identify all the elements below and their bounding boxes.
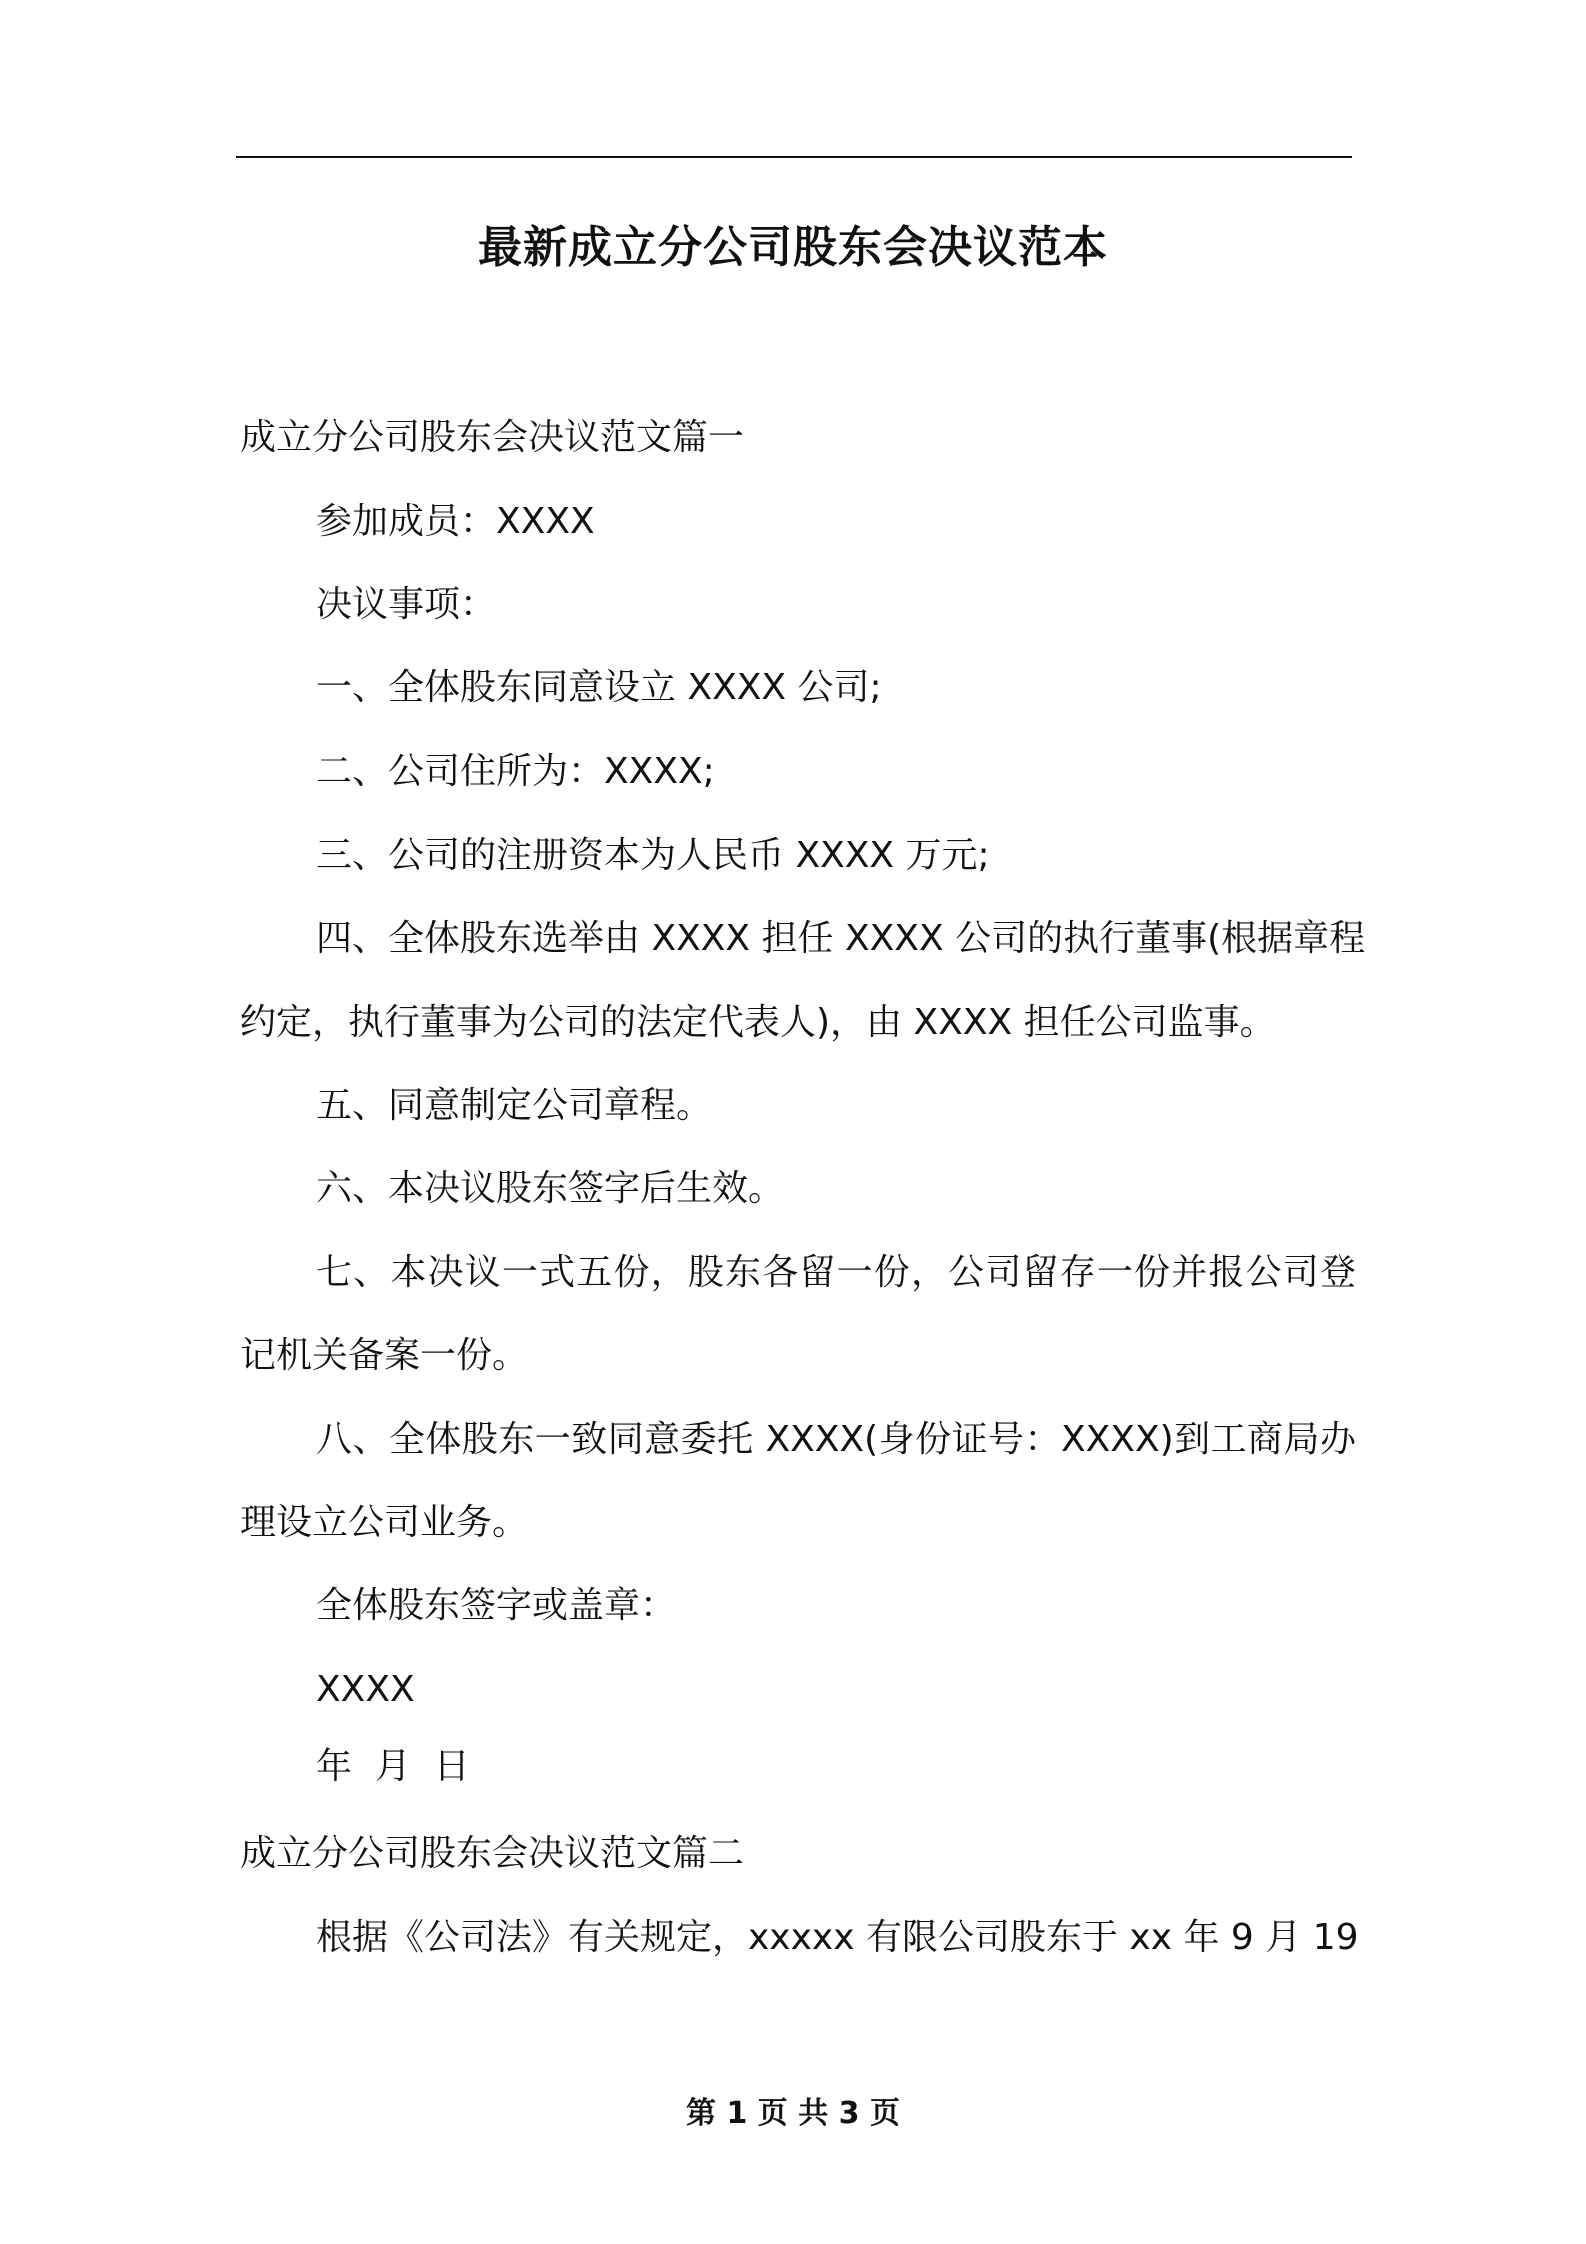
resolution-item-2: 二、公司住所为：XXXX; <box>316 751 715 792</box>
resolution-item-7-line-1: 七、本决议一式五份，股东各留一份，公司留存一份并报公司登 <box>316 1252 1356 1293</box>
resolution-item-4-line-2: 约定，执行董事为公司的法定代表人)，由 XXXX 担任公司监事。 <box>240 1002 1276 1043</box>
attendees-line: 参加成员：XXXX <box>316 501 595 542</box>
resolution-item-8-line-2: 理设立公司业务。 <box>240 1502 529 1543</box>
header-rule <box>236 156 1352 158</box>
resolution-item-5: 五、同意制定公司章程。 <box>316 1085 713 1126</box>
section-2-paragraph-line-1: 根据《公司法》有关规定，xxxxx 有限公司股东于 xx 年 9 月 19 <box>316 1917 1359 1958</box>
resolution-item-4-line-1: 四、全体股东选举由 XXXX 担任 XXXX 公司的执行董事(根据章程 <box>316 918 1366 959</box>
resolution-items-label: 决议事项： <box>316 584 497 625</box>
resolution-item-6: 六、本决议股东签字后生效。 <box>316 1168 785 1209</box>
resolution-item-1: 一、全体股东同意设立 XXXX 公司; <box>316 667 882 708</box>
resolution-item-3: 三、公司的注册资本为人民币 XXXX 万元; <box>316 835 990 876</box>
section-heading-2: 成立分公司股东会决议范文篇二 <box>240 1833 745 1874</box>
signature-placeholder: XXXX <box>316 1669 415 1710</box>
resolution-item-8-line-1: 八、全体股东一致同意委托 XXXX(身份证号：XXXX)到工商局办 <box>316 1419 1356 1460</box>
date-line: 年 月 日 <box>316 1746 470 1787</box>
resolution-item-7-line-2: 记机关备案一份。 <box>240 1335 529 1376</box>
section-heading-1: 成立分公司股东会决议范文篇一 <box>240 417 745 458</box>
signature-label: 全体股东签字或盖章： <box>316 1585 677 1626</box>
document-title: 最新成立分公司股东会决议范本 <box>478 222 1108 273</box>
page-number-footer: 第 1 页 共 3 页 <box>686 2096 900 2131</box>
